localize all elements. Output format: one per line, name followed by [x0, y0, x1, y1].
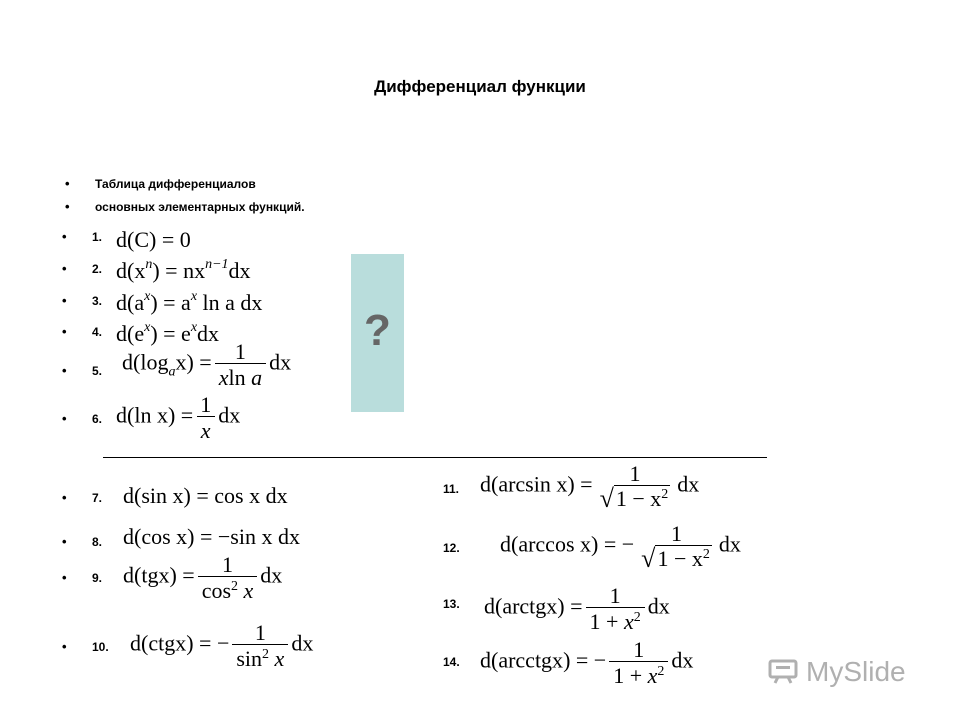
- item-number-6: • 6.: [92, 412, 102, 426]
- formula-6: d(ln x) = $\frac{1}{x}$ dx: [116, 392, 241, 444]
- formula-14: d(arcctgx) = − $\frac{1}{1 + x^2}$ dx: [480, 637, 694, 689]
- watermark-text: MySlide: [806, 656, 906, 687]
- question-box: [351, 254, 404, 412]
- formula-1: d(C) = 0: [116, 227, 191, 252]
- intro-line-1: • Таблица дифференциалов: [95, 177, 256, 191]
- item-number-4: • 4.: [92, 325, 102, 339]
- question-mark: ?: [364, 306, 391, 355]
- formula-8: d(cos x) = −sin x dx: [123, 524, 300, 549]
- item-number-2: • 2.: [92, 262, 102, 276]
- section-divider: [103, 457, 767, 458]
- item-number-5: • 5.: [92, 364, 102, 378]
- page-title: Дифференциал функции: [374, 77, 586, 96]
- formula-12: d(arccos x) = − 1 √ $1 - x^2$ dx: [500, 521, 741, 573]
- item-number-3: • 3.: [92, 294, 102, 308]
- formula-4: $d(e^x) = e^xdx$: [116, 320, 220, 346]
- formula-7: d(sin x) = cos x dx: [123, 483, 288, 508]
- intro-line-2: • основных элементарных функций.: [95, 200, 305, 214]
- item-number-14: 14.: [443, 655, 460, 669]
- item-number-11: 11.: [443, 482, 460, 496]
- item-number-1: • 1.: [92, 230, 102, 244]
- presentation-icon: [768, 658, 798, 684]
- formula-11: d(arcsin x) = 1 √ $1 - x^2$ dx: [480, 461, 700, 513]
- item-number-8: • 8.: [92, 535, 102, 549]
- formula-3: $d(a^x) = a^x$ ln a dx: [116, 289, 263, 315]
- item-number-9: • 9.: [92, 571, 102, 585]
- formula-2: $d(x^n) = nx^{n-1}dx$: [116, 257, 251, 283]
- formula-9: d(tgx) = $\frac{1}{\cos^2 x}$ dx: [123, 552, 283, 604]
- item-number-13: 13.: [443, 597, 460, 611]
- item-number-10: • 10.: [92, 640, 109, 654]
- item-number-12: 12.: [443, 541, 460, 555]
- formula-13: d(arctgx) = $\frac{1}{1 + x^2}$ dx: [484, 583, 670, 635]
- item-number-7: • 7.: [92, 491, 102, 505]
- watermark-logo: [768, 656, 928, 690]
- formula-10: d(ctgx) = − $\frac{1}{\sin^2 x}$ dx: [130, 620, 314, 672]
- formula-5: $d(\log_ax)$ = $\frac{1}{\text{xln a}}$ dx: [122, 339, 292, 391]
